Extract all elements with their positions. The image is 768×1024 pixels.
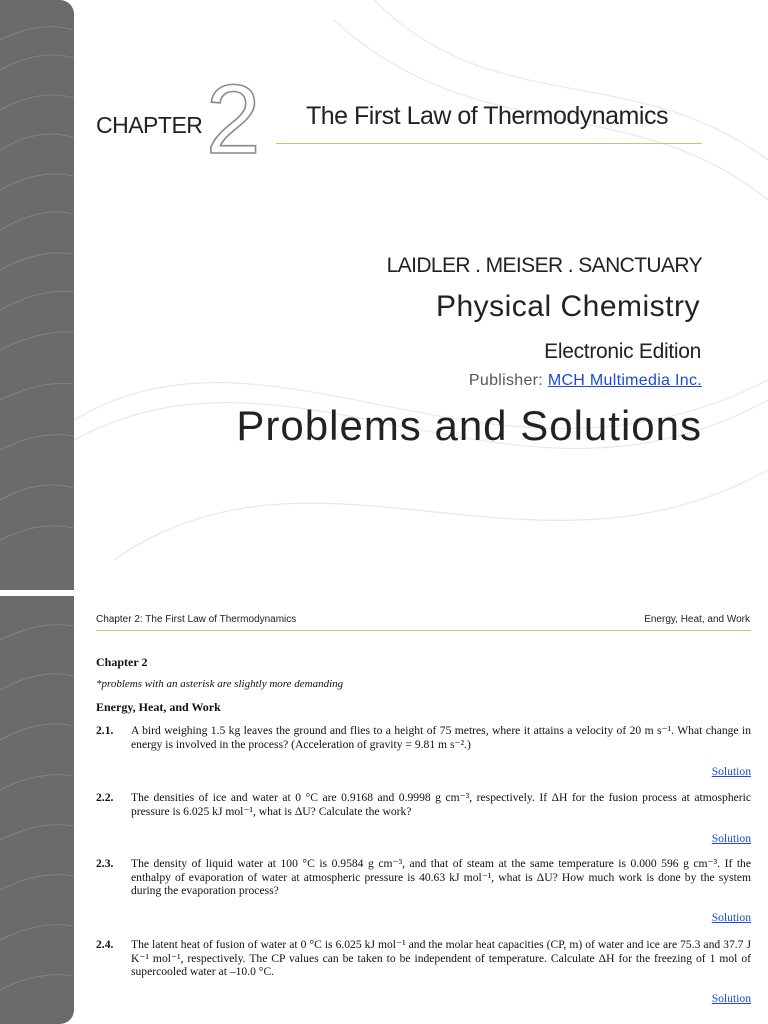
solution-link[interactable]: Solution [711,911,751,924]
chapter-title: The First Law of Thermodynamics [306,102,668,130]
problem-text: The latent heat of fusion of water at 0 °C is 6.025 kJ mol⁻¹ and the molar heat capacities (CP, m) of water and ice are 75.3 and 37.7 J K⁻¹ mol⁻¹, respectively. The CP values can be taken to be independent of temperature. Calculate ΔH for the freezing of 1 mol of supercooled water at –10.0 °C. [131,938,751,978]
solution-link[interactable]: Solution [711,832,751,845]
binder-strip [0,0,74,1024]
chapter-label: CHAPTER [96,112,203,138]
problem-number: 2.1. [96,724,114,737]
edition: Electronic Edition [544,340,701,363]
problem-number: 2.2. [96,791,114,804]
publisher-link[interactable]: MCH Multimedia Inc. [547,372,702,389]
section-heading: Energy, Heat, and Work [96,700,221,714]
problem-item [96,791,751,818]
solution-link[interactable]: Solution [711,992,751,1005]
running-header-left: Chapter 2: The First Law of Thermodynamics [96,614,297,625]
header-divider [96,630,751,631]
title-divider [276,143,702,144]
problem-item [96,724,751,751]
problem-number: 2.3. [96,857,114,870]
book-title: Physical Chemistry [435,290,700,323]
page-gap [0,590,74,596]
problem-text: A bird weighing 1.5 kg leaves the ground and flies to a height of 75 metres, where it attains a velocity of 20 m s⁻¹. What change in energy is involved in the process? (Acceleration of gravity = 9.81 m s⁻².) [131,724,751,751]
problems-solutions-title: Problems and Solutions [236,402,702,449]
authors: LAIDLER . MEISER . SANCTUARY [386,254,702,277]
problem-item [96,938,751,979]
problem-item [96,857,751,898]
section-chapter: Chapter 2 [96,655,148,669]
binder-swirl-pattern [0,0,74,1024]
problem-number: 2.4. [96,938,114,951]
problem-text: The densities of ice and water at 0 °C are 0.9168 and 0.9998 g cm⁻³, respectively. If ΔH for the fusion process at atmospheric pressure is 6.025 kJ mol⁻¹, what is ΔU? Calculate the work? [131,791,751,818]
solution-link[interactable]: Solution [711,765,751,778]
chapter-number: 2 [206,64,261,174]
asterisk-note: *problems with an asterisk are slightly more demanding [96,678,344,690]
publisher-line [469,372,702,390]
running-header-right: Energy, Heat, and Work [644,614,750,625]
problem-text: The density of liquid water at 100 °C is 0.9584 g cm⁻³, and that of steam at the same temperature is 0.000 596 g cm⁻³. If the enthalpy of evaporation of water at atmospheric pressure is 40.63 kJ mol⁻¹, what is ΔU? How much work is done by the system during the evaporation process? [131,857,751,897]
publisher-label: Publisher: [468,372,548,389]
